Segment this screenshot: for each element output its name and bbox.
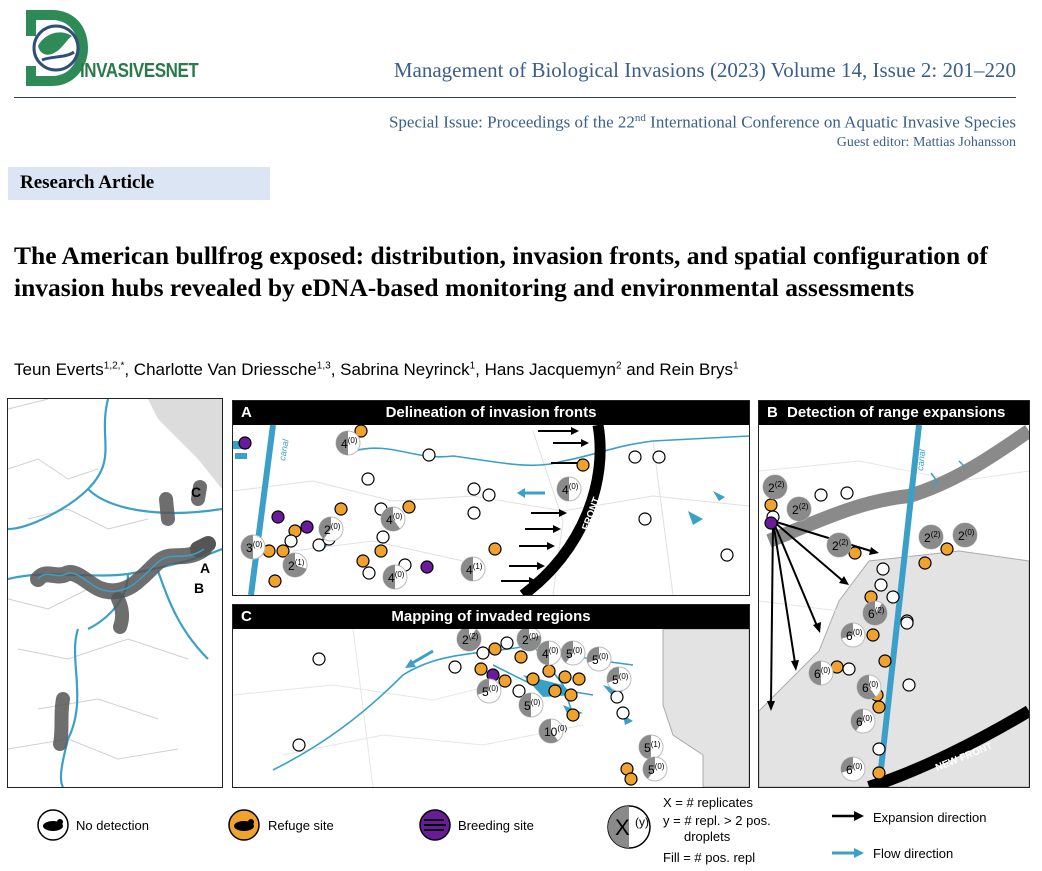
pie-sup: (0) — [618, 672, 629, 681]
pie-label: 3$^{(0)}$ — [246, 540, 263, 555]
pie-label: 6$^{(0)}$ — [846, 628, 863, 643]
no-detection-site — [629, 451, 641, 463]
pie-sup: (0) — [868, 680, 879, 689]
pie-label: 5$^{(0)}$ — [592, 652, 609, 667]
panel-b — [758, 400, 1030, 788]
replicate-pie — [457, 627, 481, 651]
replicate-pie — [643, 757, 667, 781]
pie-label: 4$^{(0)}$ — [341, 436, 358, 451]
special-issue-post: International Conference on Aquatic Invasive Species — [645, 112, 1016, 132]
article-type-banner — [8, 167, 270, 200]
pie-sup: (0) — [557, 724, 568, 733]
breeding-site — [301, 521, 313, 533]
pie-sup: (2) — [774, 480, 785, 489]
replicate-pie — [851, 709, 875, 733]
no-detection-site — [721, 549, 733, 561]
overview-map-svg — [8, 399, 222, 787]
pie-sup: (2) — [468, 632, 479, 641]
replicate-pie — [863, 601, 887, 625]
refuge-site — [335, 503, 347, 515]
author-affiliation: 1,2,* — [103, 360, 125, 372]
pie-key-y: (y) — [635, 815, 649, 829]
panel-a-sites — [239, 425, 733, 587]
breeding-site — [765, 517, 777, 529]
no-detection-site — [639, 513, 651, 525]
legend-no-detection: No detection — [76, 818, 149, 833]
refuge-site — [867, 629, 879, 641]
pie-label: 2$^{(2)}$ — [462, 632, 479, 647]
panel-c — [232, 604, 750, 788]
panel-a-title: Delineation of invasion fronts — [385, 404, 597, 421]
no-detection-site — [815, 489, 827, 501]
no-detection-site — [877, 563, 889, 575]
pie-sup: (0) — [394, 570, 405, 579]
pie-label: 4$^{(0)}$ — [562, 482, 579, 497]
refuge-site — [543, 665, 555, 677]
replicate-pie — [477, 679, 501, 703]
replicate-pie — [381, 507, 405, 531]
replicate-pie — [841, 757, 865, 781]
no-detection-site — [483, 489, 495, 501]
author-affiliation: 2 — [615, 360, 622, 372]
author-name: Charlotte Van Driessche — [133, 360, 317, 379]
no-detection-site — [901, 617, 913, 629]
panel-a-header — [233, 401, 749, 425]
region-label-a: A — [200, 560, 211, 576]
pie-label: 2$^{(2)}$ — [832, 538, 849, 553]
author-affiliation: 1 — [469, 360, 476, 372]
replicate-pie — [827, 533, 851, 557]
journal-citation: Management of Biological Invasions (2023) Volume 14, Issue 2: 201–220 — [393, 58, 1016, 82]
pie-label: 10$^{(0)}$ — [544, 724, 568, 739]
refuge-site — [489, 643, 501, 655]
legend-breeding-site: Breeding site — [458, 818, 534, 833]
legend-flow: Flow direction — [873, 846, 954, 861]
pie-sup: (0) — [852, 628, 863, 637]
flow-arrow-icon — [830, 847, 866, 859]
pie-label: 5$^{(0)}$ — [524, 698, 541, 713]
pie-label: 5$^{(0)}$ — [612, 672, 629, 687]
refuge-site — [567, 709, 579, 721]
pie-label: 2$^{(0)}$ — [522, 632, 539, 647]
no-detection-site — [477, 647, 489, 659]
replicate-pie — [587, 647, 611, 671]
new-front-label: NEW FRONT — [934, 740, 995, 774]
refuge-site — [879, 655, 891, 667]
refuge-site — [941, 543, 953, 555]
pie-label: 6$^{(0)}$ — [846, 762, 863, 777]
breeding-site — [239, 437, 251, 449]
special-issue-pre: Special Issue: Proceedings of the 22 — [388, 112, 635, 132]
refuge-site — [873, 767, 885, 779]
pie-sup: (0) — [654, 762, 665, 771]
legend-y-def-cont: droplets — [684, 829, 731, 844]
pie-sup: (0) — [347, 436, 358, 445]
article-type: Research Article — [20, 172, 155, 193]
no-detection-site — [377, 531, 389, 543]
special-issue-sup: nd — [634, 112, 646, 124]
refuge-site — [375, 545, 387, 557]
panel-c-letter: C — [241, 608, 252, 625]
pie-key-x: X — [615, 815, 630, 840]
special-issue-line — [389, 112, 1016, 133]
pie-sup: (2) — [930, 530, 941, 539]
old-front-label: OLD FRONT — [875, 497, 935, 522]
pie-sup: (0) — [568, 482, 579, 491]
no-detection-site — [363, 567, 375, 579]
pie-label: 2$^{(0)}$ — [958, 528, 975, 543]
no-detection-site — [617, 707, 629, 719]
no-detection-frog-icon — [36, 808, 70, 842]
refuge-site — [549, 685, 561, 697]
no-detection-site — [468, 507, 480, 519]
refuge-site — [515, 651, 527, 663]
legend-refuge-site: Refuge site — [268, 818, 334, 833]
no-detection-site — [841, 487, 853, 499]
refuge-site — [873, 701, 885, 713]
replicate-pie — [539, 719, 567, 743]
replicate-pie — [336, 431, 360, 455]
no-detection-site — [887, 591, 899, 603]
panel-b-header — [759, 401, 1029, 425]
pie-key-icon — [606, 804, 652, 850]
pie-label: 2$^{(2)}$ — [792, 502, 809, 517]
region-label-b: B — [194, 580, 205, 596]
no-detection-site — [293, 739, 305, 751]
replicate-pie — [519, 693, 543, 717]
no-detection-site — [362, 473, 374, 485]
no-detection-site — [449, 661, 461, 673]
pie-sup: (0) — [598, 652, 609, 661]
expansion-arrows — [501, 431, 583, 581]
pie-sup: (0) — [548, 646, 559, 655]
pie-sup: (2) — [798, 502, 809, 511]
panel-c-map — [233, 605, 749, 787]
replicate-pie — [841, 623, 865, 647]
no-detection-site — [611, 691, 623, 703]
no-detection-site — [313, 653, 325, 665]
replicate-pie — [241, 535, 265, 559]
panel-c-header — [233, 605, 749, 629]
pie-sup: (0) — [852, 762, 863, 771]
refuge-site — [527, 673, 539, 685]
pie-label: 4$^{(0)}$ — [388, 570, 405, 585]
guest-editor: Guest editor: Mattias Johansson — [836, 135, 1016, 150]
refuge-site — [577, 459, 589, 471]
panel-c-sites — [293, 637, 637, 785]
pie-sup: (0) — [528, 632, 539, 641]
logo-text: INVASIVESNET — [80, 60, 199, 82]
replicate-pie — [787, 497, 811, 521]
author-affiliation: 1 — [733, 360, 739, 372]
header-divider — [14, 97, 1016, 98]
no-detection-site — [843, 663, 855, 675]
pie-sup: (0) — [862, 714, 873, 723]
pie-sup: (1) — [472, 562, 483, 571]
replicate-pie — [919, 525, 943, 549]
pie-sup: (0) — [488, 684, 499, 693]
pie-label: 5$^{(1)}$ — [644, 740, 661, 755]
article-title: The American bullfrog exposed: distribution, invasion fronts, and spatial configuration of invasion hubs revealed by eDNA-based monitoring and environmental assessments — [14, 241, 988, 302]
refuge-site — [919, 557, 931, 569]
panel-b-canal-label: canal — [915, 448, 928, 472]
pie-sup: (2) — [838, 538, 849, 547]
author-name: Teun Everts — [14, 360, 104, 379]
panel-b-letter: B — [767, 404, 778, 421]
pie-label: 5$^{(0)}$ — [648, 762, 665, 777]
refuge-site-frog-icon — [227, 808, 261, 842]
refuge-site — [475, 663, 487, 675]
pie-label: 5$^{(0)}$ — [566, 646, 583, 661]
refuge-site — [625, 773, 637, 785]
pie-sup: (0) — [964, 528, 975, 537]
replicate-pie — [319, 517, 343, 541]
pie-sup: (0) — [330, 522, 341, 531]
panel-b-title: Detection of range expansions — [787, 404, 1006, 421]
author-name: Hans Jacquemyn — [484, 360, 616, 379]
pie-label: 2$^{(2)}$ — [924, 530, 941, 545]
pie-sup: (0) — [572, 646, 583, 655]
no-detection-site — [873, 743, 885, 755]
pie-sup: (2) — [874, 606, 885, 615]
refuge-site — [403, 501, 415, 513]
panel-a — [232, 400, 750, 596]
pie-label: 6$^{(0)}$ — [862, 680, 879, 695]
no-detection-site — [501, 637, 513, 649]
panel-a-map — [233, 401, 749, 595]
author-list: Teun Everts$^{1,2,*}$, Charlotte Van Driessche$^{1,3}$, Sabrina Neyrinck$^1$, Hans Jacquemyn$^2$ and Rein Brys$^1$ — [14, 360, 739, 379]
legend-y-def: y = # repl. > 2 pos. — [663, 813, 771, 828]
legend-x-def: X = # replicates — [663, 795, 753, 810]
author-affiliation: 1,3 — [316, 360, 331, 372]
refuge-site — [499, 675, 511, 687]
pie-label: 4$^{(0)}$ — [542, 646, 559, 661]
replicate-pie — [557, 477, 581, 501]
author-name: Sabrina Neyrinck — [340, 360, 470, 379]
refuge-site — [277, 545, 289, 557]
no-detection-site — [468, 483, 480, 495]
refuge-site — [357, 555, 369, 567]
pie-sup: (1) — [650, 740, 661, 749]
pie-label: 4$^{(0)}$ — [386, 512, 403, 527]
pie-sup: (0) — [530, 698, 541, 707]
breeding-site — [272, 511, 284, 523]
pie-label: 5$^{(0)}$ — [482, 684, 499, 699]
no-detection-site — [423, 449, 435, 461]
panel-b-map — [759, 401, 1029, 787]
replicate-pie — [639, 735, 663, 759]
panel-a-canal-label: canal — [277, 438, 291, 462]
region-label-c: C — [191, 484, 202, 500]
replicate-pie — [857, 675, 881, 699]
refuge-site — [489, 543, 501, 555]
legend-expansion: Expansion direction — [873, 810, 987, 825]
pie-label: 6$^{(0)}$ — [856, 714, 873, 729]
replicate-pie — [383, 565, 407, 589]
no-detection-site — [875, 579, 887, 591]
replicate-pie — [517, 627, 541, 651]
front-label: FRONT — [580, 495, 603, 533]
pie-label: 4$^{(1)}$ — [466, 562, 483, 577]
refuge-site — [269, 575, 281, 587]
no-detection-site — [903, 679, 915, 691]
pie-label: 6$^{(0)}$ — [814, 666, 831, 681]
pie-sup: (0) — [820, 666, 831, 675]
expansion-arrow-icon — [830, 810, 866, 822]
replicate-pie — [809, 661, 833, 685]
no-detection-site — [513, 685, 525, 697]
refuge-site — [573, 673, 585, 685]
replicate-pie — [607, 667, 631, 691]
replicate-pie — [561, 641, 585, 665]
overview-map — [7, 398, 223, 788]
replicate-pie — [763, 475, 787, 499]
panel-a-letter: A — [241, 404, 252, 421]
replicate-pie — [537, 641, 561, 665]
pie-sup: (1) — [294, 558, 305, 567]
no-detection-site — [653, 451, 665, 463]
refuge-site — [559, 671, 571, 683]
no-detection-site — [285, 535, 297, 547]
refuge-site — [765, 499, 777, 511]
pie-sup: (0) — [252, 540, 263, 549]
pie-label: 6$^{(2)}$ — [868, 606, 885, 621]
pie-label: 2$^{(2)}$ — [768, 480, 785, 495]
legend-fill-def: Fill = # pos. repl — [663, 850, 756, 865]
breeding-site-tadpole-icon — [418, 808, 452, 842]
pie-sup: (0) — [392, 512, 403, 521]
breeding-site — [421, 561, 433, 573]
replicate-pie — [461, 557, 485, 581]
pie-label: 2$^{(0)}$ — [324, 522, 341, 537]
replicate-pie — [953, 523, 977, 547]
author-name: Rein Brys — [659, 360, 734, 379]
replicate-pie — [283, 553, 307, 577]
refuge-site — [565, 689, 577, 701]
panel-c-title: Mapping of invaded regions — [391, 608, 591, 625]
pie-label: 2$^{(1)}$ — [288, 558, 305, 573]
